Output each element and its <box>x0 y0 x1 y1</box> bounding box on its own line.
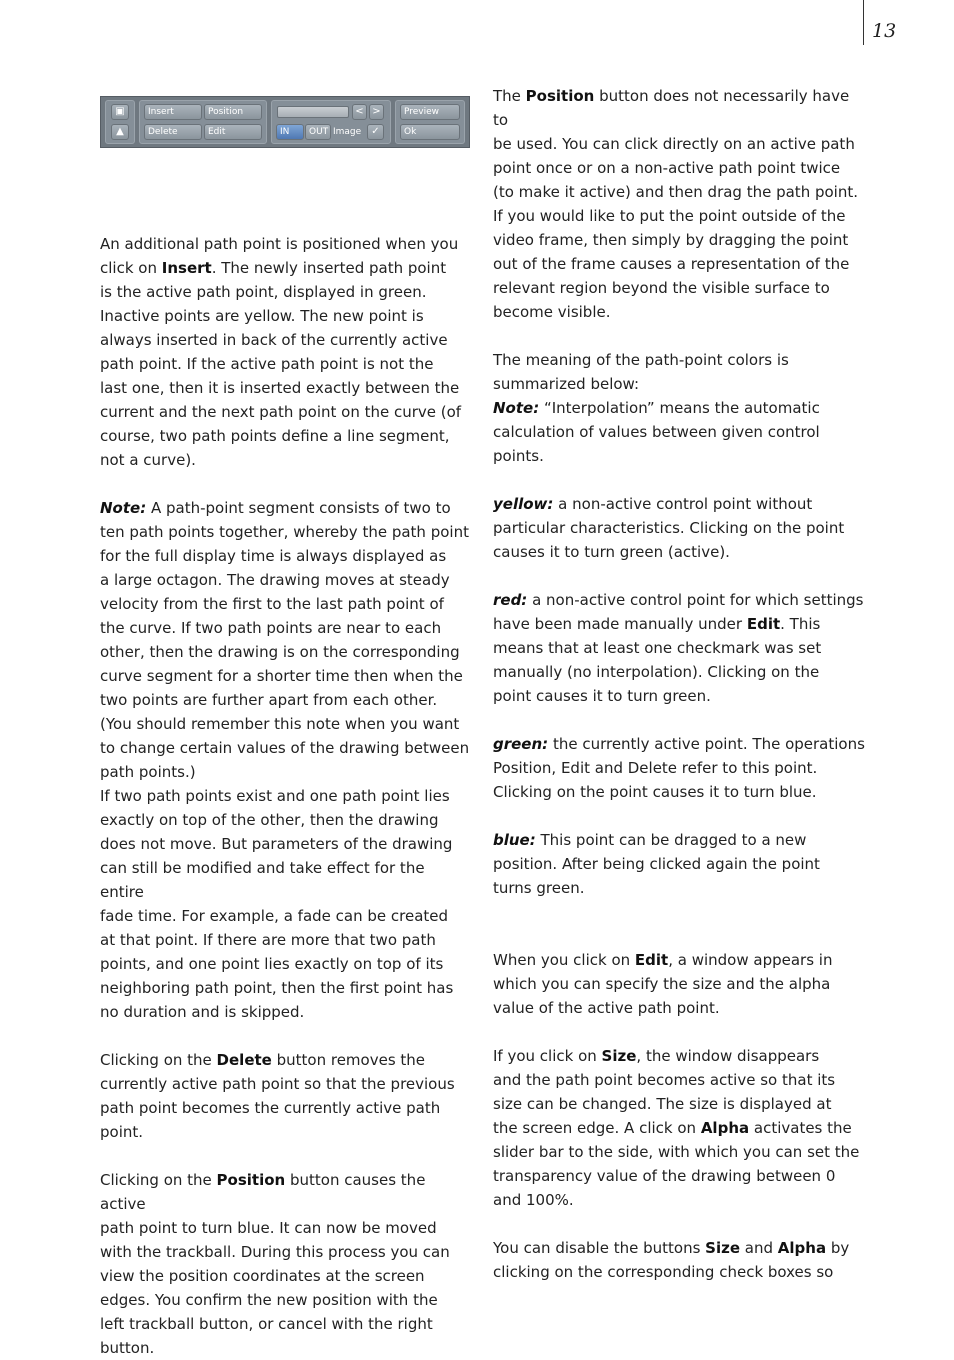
position-term: Position <box>216 1171 286 1189</box>
edit-term: Edit <box>634 951 669 969</box>
toolbar-confirm-group <box>395 100 465 144</box>
delete-button[interactable]: Delete <box>144 124 202 140</box>
disable-paragraph: You can disable the buttons Size and Alpha by clicking on the corresponding check boxes so <box>493 1239 850 1281</box>
red-label: red: <box>493 591 528 609</box>
yellow-paragraph: yellow: a non-active control point without particular characteristics. Clicking on the point causes it to turn green (active). <box>493 495 845 561</box>
page-divider-line <box>863 0 864 45</box>
size-paragraph: If you click on Size, the window disappears and the path point becomes active so that its size can be changed. The size is displayed at the screen edge. A click on Alpha activates the slider bar to the side, with which you can set the transparency value of the drawing between 0 and 100%. <box>493 1047 860 1209</box>
note-paragraph: Note: A path-point segment consists of two to ten path points together, whereby the path point for the full display time is always displayed as a large octagon. The drawing moves at steady velocity from the first to the last path point of the curve. If two path points are near to each other, then the drawing is on the corresponding curve segment for a shorter time then when the two points are further apart from each other. (You should remember this note when you want to change certain values of the drawing between path points.) If two path points exist and one path point lies exactly on top of the other, then the drawing does not move. But parameters of the drawing can still be modified and take effect for the entire fade time. For example, a fade can be created at that point. If there are more that two path points, and one point lies exactly on top of its neighboring path point, then the first point has no duration and is skipped. <box>100 499 470 1021</box>
delete-term: Delete <box>216 1051 272 1069</box>
alpha-term: Alpha <box>777 1239 827 1257</box>
delete-paragraph: Clicking on the Delete button removes the currently active path point so that the previous path point becomes the currently active path point. <box>100 1051 455 1141</box>
preview-button[interactable]: Preview <box>400 104 460 120</box>
edit-button[interactable]: Edit <box>204 124 262 140</box>
yellow-label: yellow: <box>493 495 554 513</box>
insert-paragraph: An additional path point is positioned when you click on Insert. The newly inserted path point is the active path point, displayed in green. Inactive points are yellow. The new point is always inserted in back of the currently active path point. If the active path point is not the last one, then it is inserted exactly between the current and the next path point on the curve (of course, two path points define a line segment, not a curve). <box>100 235 462 469</box>
note-label: Note: <box>100 499 147 517</box>
edit-term: Edit <box>746 615 781 633</box>
out-button[interactable]: OUT <box>305 124 331 140</box>
note-label: Note: <box>493 399 540 417</box>
toolbar-timeline-group <box>271 100 391 144</box>
checkmark-icon[interactable]: ✓ <box>367 124 384 140</box>
image-label: Image <box>333 127 362 137</box>
position-button[interactable]: Position <box>204 104 262 120</box>
in-button[interactable]: IN <box>276 124 304 140</box>
blue-paragraph: blue: This point can be dragged to a new position. After being clicked again the point turns green. <box>493 831 820 897</box>
alpha-term: Alpha <box>700 1119 750 1137</box>
left-column <box>100 84 472 1360</box>
toolbar-icon-group <box>105 100 135 144</box>
next-arrow-button[interactable]: > <box>369 104 384 120</box>
insert-term: Insert <box>161 259 212 277</box>
page-number: 13 <box>872 20 897 42</box>
insert-button[interactable]: Insert <box>144 104 202 120</box>
toolbar-screenshot <box>100 96 470 148</box>
position-optional-paragraph: The Position button does not necessarily have to be used. You can click directly on an active path point once or on a non-active path point twice (to make it active) and then drag the path point. If you would like to put the point outside of the video frame, then simply by dragging the point out of the frame causes a representation of the relevant region beyond the visible surface to become visible. <box>493 87 858 321</box>
colors-intro-paragraph: The meaning of the path-point colors is summarized below: Note: “Interpolation” means the automatic calculation of values between given control points. <box>493 351 820 465</box>
size-term: Size <box>705 1239 741 1257</box>
triangle-icon[interactable]: ▲ <box>111 124 129 140</box>
size-term: Size <box>601 1047 637 1065</box>
previous-arrow-button[interactable]: < <box>352 104 367 120</box>
edit-paragraph: When you click on Edit, a window appears in which you can specify the size and the alpha value of the active path point. <box>493 951 833 1017</box>
timeline-slider[interactable] <box>277 106 349 118</box>
position-term: Position <box>525 87 595 105</box>
position-paragraph: Clicking on the Position button causes the active path point to turn blue. It can now be moved with the trackball. During this process you can view the position coordinates at the screen edges. You confirm the new position with the left trackball button, or cancel with the right button. <box>100 1171 450 1357</box>
green-paragraph: green: the currently active point. The operations Position, Edit and Delete refer to this point. Clicking on the point causes it to turn blue. <box>493 735 865 801</box>
toolbar-edit-group <box>139 100 267 144</box>
blue-label: blue: <box>493 831 536 849</box>
right-column <box>493 84 865 1284</box>
red-paragraph: red: a non-active control point for which settings have been made manually under Edit. This means that at least one checkmark was set manually (no interpolation). Clicking on the point causes it to turn green. <box>493 591 864 705</box>
ok-button[interactable]: Ok <box>400 124 460 140</box>
green-label: green: <box>493 735 549 753</box>
frame-icon[interactable]: ▣ <box>111 104 129 120</box>
